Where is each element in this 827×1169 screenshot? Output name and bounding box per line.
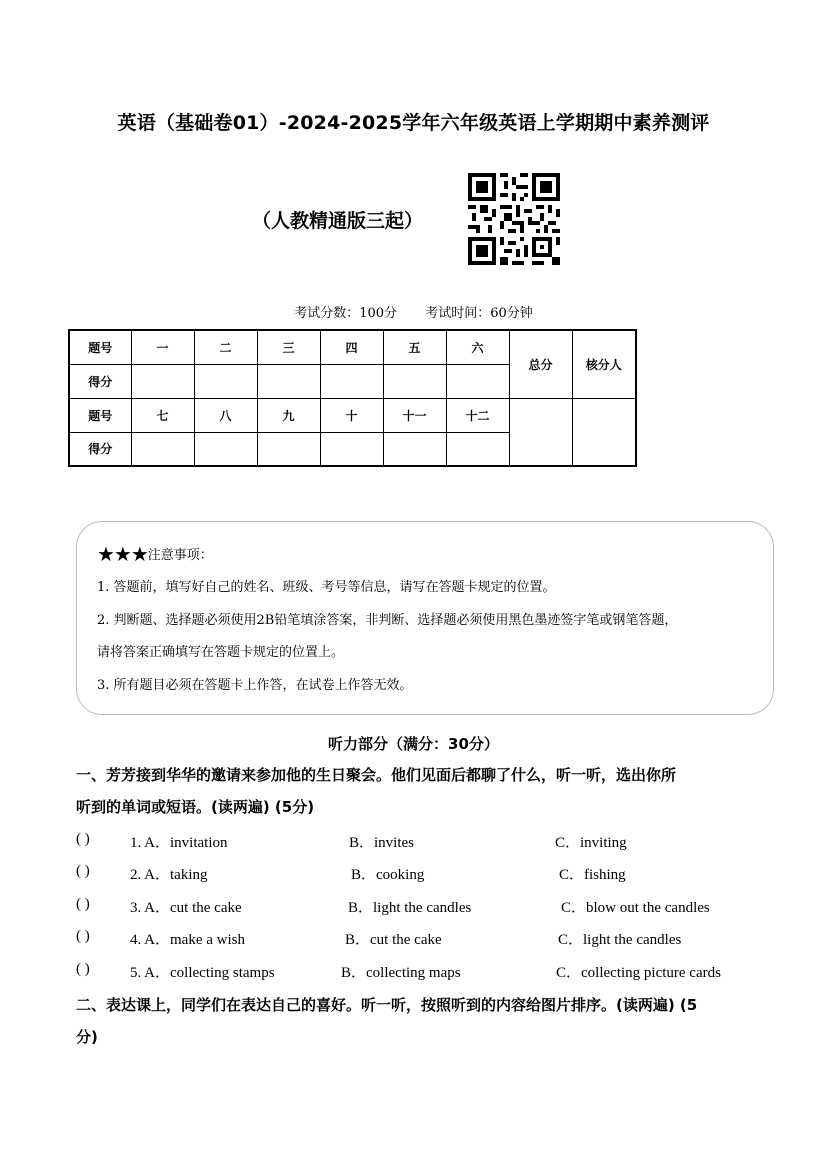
listening-section-title: 听力部分（满分：30分） [328,735,499,753]
answer-blank[interactable]: ( ) [76,928,90,944]
section-number: 二 [194,330,257,364]
row-label-number: 题号 [69,330,131,364]
option-a[interactable]: 5. A．collecting stamps [130,965,275,981]
option-b[interactable]: B．cut the cake [345,932,442,948]
section-number: 五 [383,330,446,364]
document-subtitle: （人教精通版三起） [252,210,424,232]
section-number: 十 [320,398,383,432]
question-2-prompt-cont: 分) [76,1028,98,1046]
option-c[interactable]: C．light the candles [558,932,682,948]
option-c[interactable]: C．blow out the candles [561,900,710,916]
option-a[interactable]: 2. A．taking [130,867,208,883]
answer-blank[interactable]: ( ) [76,896,90,912]
score-cell[interactable] [383,364,446,398]
score-cell[interactable] [383,432,446,466]
option-a[interactable]: 3. A．cut the cake [130,900,242,916]
notice-item-2: 2. 判断题、选择题必须使用2B铅笔填涂答案，非判断、选择题必须使用黑色墨迹签字笔或钢笔答题， [97,613,678,628]
notice-item-3: 3. 所有题目必须在答题卡上作答，在试卷上作答无效。 [97,678,413,693]
option-b[interactable]: B．light the candles [348,900,472,916]
score-cell[interactable] [131,364,194,398]
notice-box [76,521,774,715]
option-a[interactable]: 1. A．invitation [130,835,228,851]
notice-item-1: 1. 答题前，填写好自己的姓名、班级、考号等信息，请写在答题卡规定的位置。 [97,580,556,595]
section-number: 九 [257,398,320,432]
option-b[interactable]: B．collecting maps [341,965,461,981]
section-number: 十二 [446,398,509,432]
section-number: 四 [320,330,383,364]
score-cell[interactable] [446,364,509,398]
qr-code-image [468,173,560,265]
star-icon: ★★★ [97,542,148,566]
checker-header: 核分人 [572,330,636,398]
option-a[interactable]: 4. A．make a wish [130,932,245,948]
answer-blank[interactable]: ( ) [76,961,90,977]
section-number: 十一 [383,398,446,432]
row-label-number: 题号 [69,398,131,432]
row-label-score: 得分 [69,432,131,466]
row-label-score: 得分 [69,364,131,398]
score-cell[interactable] [257,364,320,398]
section-number: 七 [131,398,194,432]
score-cell[interactable] [446,432,509,466]
question-1-prompt: 一、芳芳接到华华的邀请来参加他的生日聚会。他们见面后都聊了什么，听一听，选出你所 [76,766,677,784]
option-b[interactable]: B．invites [349,835,415,851]
option-c[interactable]: C．inviting [555,835,627,851]
section-number: 一 [131,330,194,364]
exam-score: 考试分数：100分 [294,306,398,321]
option-c[interactable]: C．collecting picture cards [556,965,721,981]
score-cell[interactable] [320,364,383,398]
section-number: 六 [446,330,509,364]
score-cell[interactable] [131,432,194,466]
answer-blank[interactable]: ( ) [76,831,90,847]
notice-item-2-cont: 请将答案正确填写在答题卡规定的位置上。 [97,645,345,660]
question-1-prompt-cont: 听到的单词或短语。(读两遍) (5分) [76,798,315,816]
score-cell[interactable] [194,432,257,466]
answer-blank[interactable]: ( ) [76,863,90,879]
section-number: 八 [194,398,257,432]
document-title: 英语（基础卷01）-2024-2025学年六年级英语上学期期中素养测评 [117,112,710,134]
option-b[interactable]: B．cooking [351,867,425,883]
total-score-cell[interactable] [509,398,572,466]
option-c[interactable]: C．fishing [559,867,626,883]
score-table [68,329,637,467]
score-cell[interactable] [257,432,320,466]
score-cell[interactable] [320,432,383,466]
exam-time: 考试时间：60分钟 [425,306,533,321]
section-number: 三 [257,330,320,364]
question-2-prompt: 二、表达课上，同学们在表达自己的喜好。听一听，按照听到的内容给图片排序。(读两遍) (5 [76,996,698,1014]
exam-info [0,302,827,321]
total-score-header: 总分 [509,330,572,398]
checker-cell[interactable] [572,398,636,466]
score-cell[interactable] [194,364,257,398]
notice-heading: ★★★注意事项： [97,542,213,566]
